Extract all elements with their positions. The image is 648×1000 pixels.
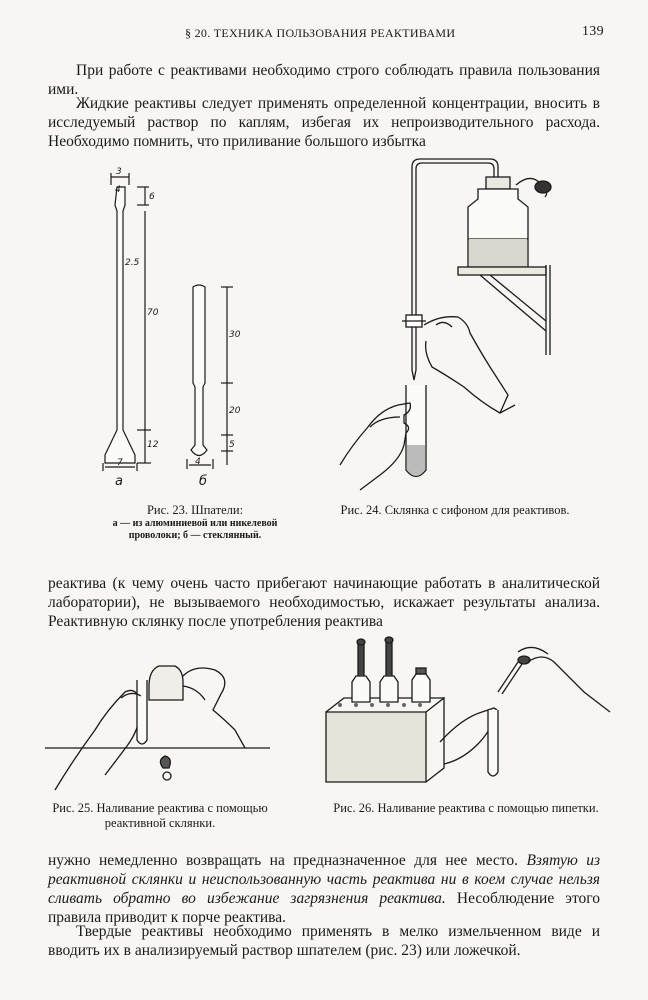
dim-a-12: 12 <box>147 440 159 450</box>
paragraph-4 <box>48 851 600 927</box>
figure-26-caption: Рис. 26. Наливание реактива с помощью пипетки. <box>333 801 599 815</box>
label-b: б <box>199 474 208 489</box>
figure-23-spatulas <box>95 165 265 495</box>
figure-24-caption: Рис. 24. Склянка с сифоном для реактивов. <box>340 503 570 517</box>
figure-23-title: Рис. 23. Шпатели: <box>146 503 244 517</box>
figure-25-pouring-from-bottle <box>45 650 275 795</box>
dim-a-2.5: 2.5 <box>125 258 140 268</box>
dim-a-6: 6 <box>149 192 155 202</box>
paragraph-3: реактива (к чему очень часто прибегают начинающие работать в аналитической лаборатории), не вызываемого необходимостью, искажает результаты анализа. Реактивную склянку после употребления реактива <box>48 575 600 630</box>
label-a: а <box>115 474 123 489</box>
paragraph-4-tail: Несоблюдение этого правила приводит к порче реактива. <box>48 890 600 926</box>
dim-b-30: 30 <box>229 330 241 340</box>
paragraph-4-normal: нужно немедленно возвращать на предназначенное для нее место. <box>48 852 527 869</box>
dim-a-70: 70 <box>147 308 159 318</box>
dim-b-20: 20 <box>229 406 241 416</box>
page-number: 139 <box>582 24 604 39</box>
figure-23-caption <box>95 503 295 542</box>
dim-b-4: 4 <box>195 457 201 467</box>
figure-25-caption: Рис. 25. Наливание реактива с помощью реактивной склянки. <box>52 801 268 830</box>
figure-26-pouring-with-pipette <box>322 632 610 797</box>
paragraph-2: Жидкие реактивы следует применять определенной концентрации, вносить в исследуемый раствор по каплям, избегая их непроизводительного расхода. Необходимо помнить, что приливание большого избытка <box>48 95 600 150</box>
paragraph-5: Твердые реактивы необходимо применять в мелко измельченном виде и вводить их в анализируемый раствор шпателем (рис. 23) или ложечкой. <box>48 923 600 959</box>
dim-b-5: 5 <box>229 440 235 450</box>
header-title: § 20. ТЕХНИКА ПОЛЬЗОВАНИЯ РЕАКТИВАМИ <box>185 26 456 40</box>
dim-a-4: 4 <box>115 185 121 195</box>
paragraph-4-italic: Взятую из реактивной склянки и неиспользованную часть реактива ни в коем случае нельзя сливать обратно во избежание загрязнения реактива. <box>48 852 600 907</box>
running-header <box>0 22 648 42</box>
paragraph-1: При работе с реактивами необходимо строго соблюдать правила пользования ими. <box>48 62 600 98</box>
dim-a-3: 3 <box>116 167 122 177</box>
figure-23-subcaption: а — из алюминиевой или никелевой проволоки; б — стеклянный. <box>112 518 278 541</box>
figure-24-siphon-bottle <box>340 155 570 490</box>
dim-a-7: 7 <box>117 458 123 468</box>
